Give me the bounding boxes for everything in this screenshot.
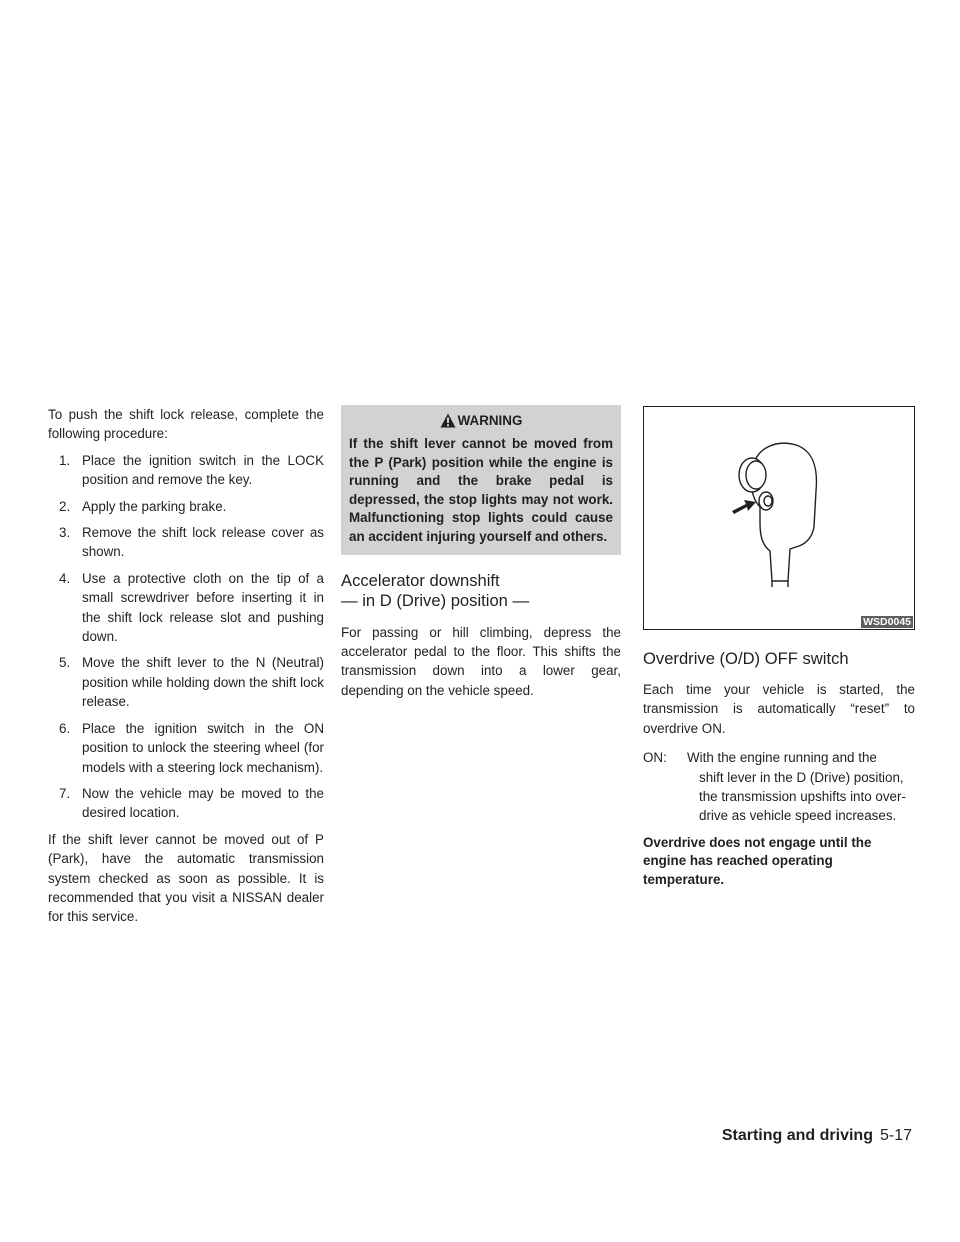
list-item: 5. Move the shift lever to the N (Neutral) position while holding down the shift lock release. <box>59 655 324 710</box>
overdrive-note: Overdrive does not engage until the engine has reached operating temperature. <box>643 834 872 888</box>
intro-text: To push the shift lock release, complete the following procedure: <box>48 407 324 442</box>
list-item: 4. Use a protective cloth on the tip of a small screwdriver before inserting it in the shift lock release slot and pushing down. <box>59 570 324 645</box>
figure-code: WSD0045 <box>863 616 911 628</box>
outro-text: If the shift lever cannot be moved out of P (Park), have the automatic transmission system checked as soon as possible. It is recommended that you visit a NISSAN dealer for this service. <box>48 831 324 925</box>
shift-knob-icon <box>739 443 816 587</box>
column-left <box>48 405 324 927</box>
list-item: 6. Place the ignition switch in the ON position to unlock the steering wheel (for models with a steering lock mechanism). <box>59 720 324 775</box>
page-number: 5-17 <box>879 1127 912 1144</box>
warning-triangle-icon <box>440 413 456 428</box>
arrow-icon <box>732 500 756 514</box>
definition-description: With the engine running and the shift lever in the D (Drive) position, the transmission upshifts into over- drive as vehicle speed increases. <box>687 750 906 824</box>
footer-section-name: Starting and driving <box>721 1127 873 1144</box>
page-footer <box>722 1126 912 1146</box>
column-middle <box>341 405 621 700</box>
list-item: 2. Apply the parking brake. <box>59 498 227 514</box>
procedure-steps <box>48 451 324 823</box>
column-right <box>643 406 915 890</box>
warning-text: If the shift lever cannot be moved from the P (Park) position while the engine is running and the brake pedal is depressed, the stop lights may not work. Malfunctioning stop lights could cause an accident injuring yourself and others. <box>349 436 613 544</box>
warning-header <box>349 411 613 431</box>
overdrive-heading: Overdrive (O/D) OFF switch <box>643 649 849 668</box>
list-item: 3. Remove the shift lock release cover as shown. <box>59 525 324 560</box>
list-item: 1. Place the ignition switch in the LOCK position and remove the key. <box>59 452 324 488</box>
warning-box <box>341 405 621 555</box>
overdrive-text: Each time your vehicle is started, the transmission is automatically “reset” to overdrive ON. <box>643 682 915 736</box>
accelerator-text: For passing or hill climbing, depress the accelerator pedal to the floor. This shifts the transmission down into a lower gear, depending on the vehicle speed. <box>341 624 621 698</box>
warning-title: WARNING <box>457 413 523 428</box>
accelerator-heading: Accelerator downshift — in D (Drive) position — <box>341 570 530 610</box>
shift-lever-figure <box>643 406 915 630</box>
shift-knob-illustration <box>644 407 914 629</box>
overdrive-on-definition <box>643 748 915 826</box>
definition-term: ON: <box>643 750 667 766</box>
list-item: 7. Now the vehicle may be moved to the desired location. <box>59 785 324 821</box>
